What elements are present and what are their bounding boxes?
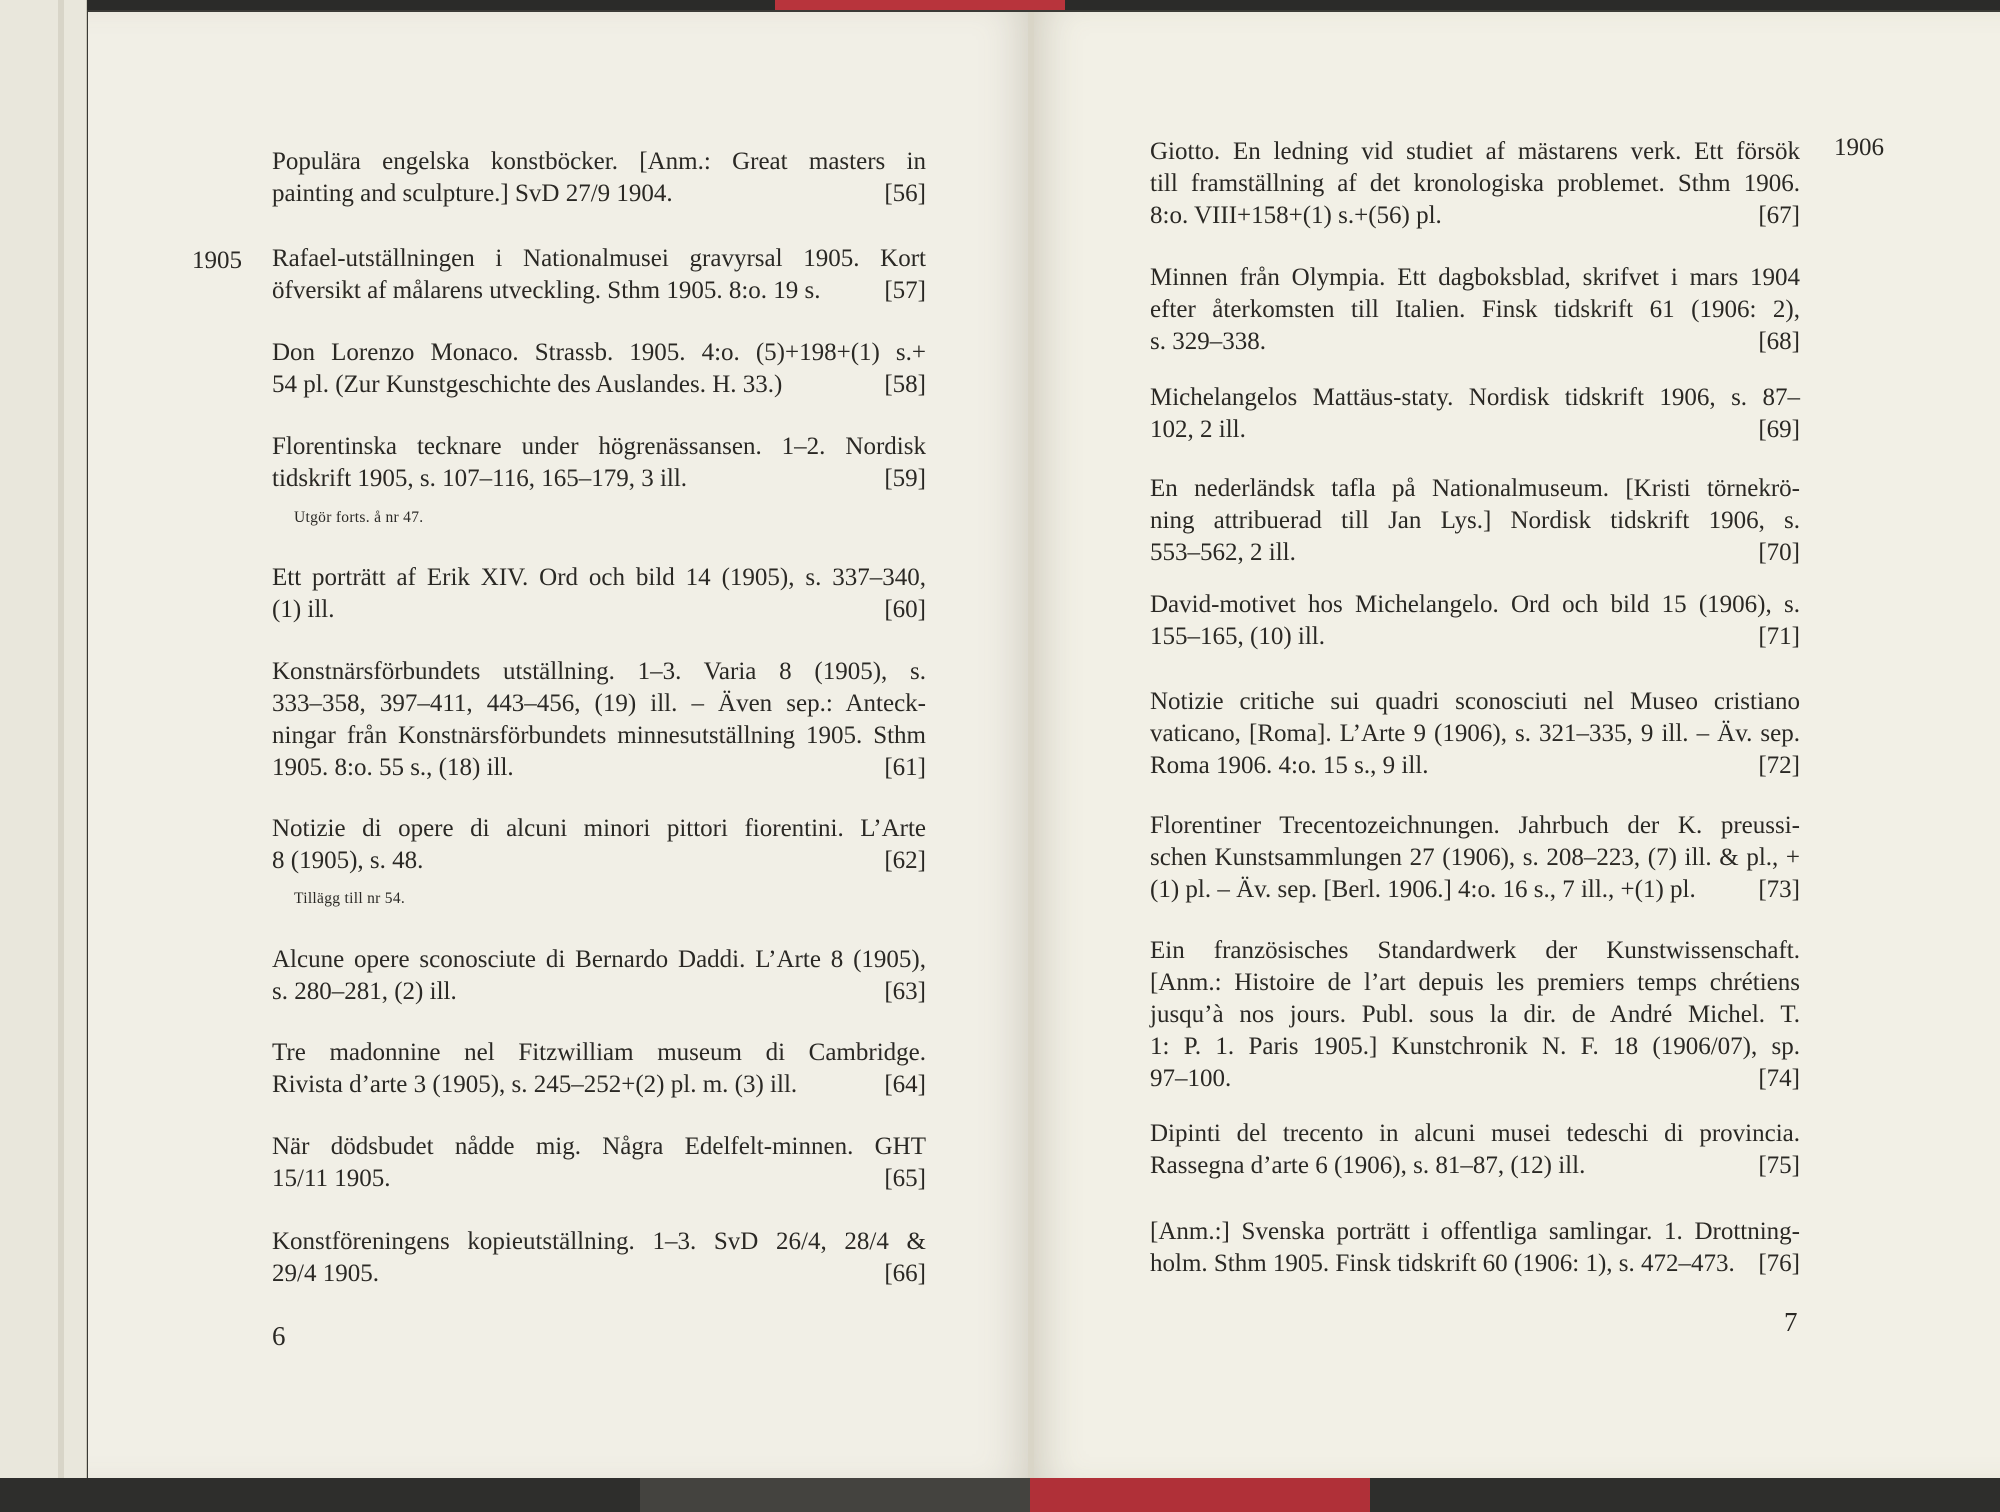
entry-number: [68] — [1758, 328, 1800, 355]
entry-line: När dödsbudet nådde mig. Några Edelfelt-minnen. GHT — [272, 1133, 926, 1160]
entry-line: schen Kunstsammlungen 27 (1906), s. 208–223, (7) ill. & pl., + — [1150, 844, 1800, 871]
entry-number: [72] — [1758, 752, 1800, 779]
entry-line: Populära engelska konstböcker. [Anm.: Great masters in — [272, 148, 926, 175]
entry-number: [65] — [884, 1165, 926, 1192]
bibliography-entry-57 — [272, 243, 926, 307]
entry-line: Florentiner Trecentozeichnungen. Jahrbuch der K. preussi- — [1150, 812, 1800, 839]
bibliography-entry-66 — [272, 1226, 926, 1290]
entry-line: Florentinska tecknare under högrenässansen. 1–2. Nordisk — [272, 433, 926, 460]
entry-number: [66] — [884, 1260, 926, 1287]
entry-line: Konstnärsförbundets utställning. 1–3. Varia 8 (1905), s. — [272, 658, 926, 685]
top-binding-red-strip — [775, 0, 1065, 10]
bibliography-entry-74 — [1150, 935, 1800, 1095]
entry-line: Don Lorenzo Monaco. Strassb. 1905. 4:o. (5)+198+(1) s.+ — [272, 339, 926, 366]
entry-note-59: Utgör forts. å nr 47. — [294, 509, 424, 526]
entry-citation: Roma 1906. 4:o. 15 s., 9 ill. — [1150, 752, 1429, 779]
entry-citation: 15/11 1905. — [272, 1165, 391, 1192]
entry-number: [75] — [1758, 1152, 1800, 1179]
entry-number: [63] — [884, 978, 926, 1005]
entry-citation: painting and sculpture.] SvD 27/9 1904. — [272, 180, 673, 207]
entry-citation: 8:o. VIII+158+(1) s.+(56) pl. — [1150, 202, 1442, 229]
bibliography-entry-73 — [1150, 810, 1800, 906]
entry-citation: (1) ill. — [272, 596, 335, 623]
entry-line: 333–358, 397–411, 443–456, (19) ill. – Även sep.: Anteck- — [272, 690, 926, 717]
bibliography-entry-69 — [1150, 382, 1800, 446]
entry-line: Ein französisches Standardwerk der Kunstwissenschaft. — [1150, 937, 1800, 964]
entry-note-62: Tillägg till nr 54. — [294, 890, 406, 907]
bibliography-entry-59 — [272, 431, 926, 495]
entry-line: Michelangelos Mattäus-staty. Nordisk tidskrift 1906, s. 87– — [1150, 384, 1800, 411]
entry-citation: 54 pl. (Zur Kunstgeschichte des Auslandes. H. 33.) — [272, 371, 783, 398]
bibliography-entry-63 — [272, 944, 926, 1008]
bibliography-entry-71 — [1150, 589, 1800, 653]
entry-line: En nederländsk tafla på Nationalmuseum. [Kristi törnekrö- — [1150, 475, 1800, 502]
entry-line: Minnen från Olympia. Ett dagboksblad, skrifvet i mars 1904 — [1150, 264, 1800, 291]
entry-citation: öfversikt af målarens utveckling. Sthm 1905. 8:o. 19 s. — [272, 277, 821, 304]
entry-line: Rafael-utställningen i Nationalmusei gravyrsal 1905. Kort — [272, 245, 926, 272]
bibliography-entry-72 — [1150, 686, 1800, 782]
entry-citation: 1905. 8:o. 55 s., (18) ill. — [272, 754, 514, 781]
bibliography-entry-75 — [1150, 1118, 1800, 1182]
endpaper — [0, 0, 87, 1512]
entry-line: Alcune opere sconosciute di Bernardo Daddi. L’Arte 8 (1905), — [272, 946, 926, 973]
bibliography-entry-76 — [1150, 1216, 1800, 1280]
entry-citation: s. 280–281, (2) ill. — [272, 978, 457, 1005]
bibliography-entry-64 — [272, 1037, 926, 1101]
entry-number: [70] — [1758, 539, 1800, 566]
entry-number: [62] — [884, 847, 926, 874]
entry-number: [64] — [884, 1071, 926, 1098]
entry-citation: tidskrift 1905, s. 107–116, 165–179, 3 ill. — [272, 465, 688, 492]
entry-line: vaticano, [Roma]. L’Arte 9 (1906), s. 321–335, 9 ill. – Äv. sep. — [1150, 720, 1800, 747]
entry-line: 1: P. 1. Paris 1905.] Kunstchronik N. F. 18 (1906/07), sp. — [1150, 1033, 1800, 1060]
entry-number: [61] — [884, 754, 926, 781]
page-number-left: 6 — [272, 1321, 286, 1351]
entry-citation: (1) pl. – Äv. sep. [Berl. 1906.] 4:o. 16 s., 7 ill., +(1) pl. — [1150, 876, 1696, 903]
entry-line: Tre madonnine nel Fitzwilliam museum di Cambridge. — [272, 1039, 926, 1066]
entry-number: [59] — [884, 465, 926, 492]
bibliography-entry-60 — [272, 562, 926, 626]
entry-number: [73] — [1758, 876, 1800, 903]
bibliography-entry-56 — [272, 146, 926, 210]
entry-citation: holm. Sthm 1905. Finsk tidskrift 60 (1906: 1), s. 472–473. — [1150, 1250, 1735, 1277]
bibliography-entry-68 — [1150, 262, 1800, 358]
entry-line: efter återkomsten till Italien. Finsk tidskrift 61 (1906: 2), — [1150, 296, 1800, 323]
entry-number: [71] — [1758, 623, 1800, 650]
page-number-right: 7 — [1784, 1307, 1798, 1337]
bibliography-entry-65 — [272, 1131, 926, 1195]
entry-line: till framställning af det kronologiska problemet. Sthm 1906. — [1150, 170, 1800, 197]
bottom-binding-grey-strip — [640, 1478, 1030, 1512]
entry-number: [60] — [884, 596, 926, 623]
entry-line: Konstföreningens kopieutställning. 1–3. SvD 26/4, 28/4 & — [272, 1228, 926, 1255]
entry-number: [74] — [1758, 1065, 1800, 1092]
bibliography-entry-61 — [272, 656, 926, 784]
entry-line: Notizie di opere di alcuni minori pittori fiorentini. L’Arte — [272, 815, 926, 842]
entry-citation: 155–165, (10) ill. — [1150, 623, 1325, 650]
entry-citation: s. 329–338. — [1150, 328, 1266, 355]
entry-citation: 97–100. — [1150, 1065, 1232, 1092]
entry-line: [Anm.:] Svenska porträtt i offentliga samlingar. 1. Drottning- — [1150, 1218, 1800, 1245]
entry-line: [Anm.: Histoire de l’art depuis les premiers temps chrétiens — [1150, 969, 1800, 996]
entry-line: Ett porträtt af Erik XIV. Ord och bild 14 (1905), s. 337–340, — [272, 564, 926, 591]
year-marker-1906: 1906 — [1834, 134, 1884, 161]
entry-citation: 29/4 1905. — [272, 1260, 379, 1287]
entry-citation: 8 (1905), s. 48. — [272, 847, 424, 874]
entry-citation: Rassegna d’arte 6 (1906), s. 81–87, (12) ill. — [1150, 1152, 1586, 1179]
bibliography-entry-67 — [1150, 136, 1800, 232]
entry-line: ningar från Konstnärsförbundets minnesutställning 1905. Sthm — [272, 722, 926, 749]
entry-line: ning attribuerad till Jan Lys.] Nordisk tidskrift 1906, s. — [1150, 507, 1800, 534]
bibliography-entry-70 — [1150, 473, 1800, 569]
entry-citation: Rivista d’arte 3 (1905), s. 245–252+(2) pl. m. (3) ill. — [272, 1071, 798, 1098]
entry-line: Notizie critiche sui quadri sconosciuti nel Museo cristiano — [1150, 688, 1800, 715]
entry-line: Dipinti del trecento in alcuni musei tedeschi di provincia. — [1150, 1120, 1800, 1147]
entry-number: [57] — [884, 277, 926, 304]
bibliography-entry-58 — [272, 337, 926, 401]
entry-number: [69] — [1758, 416, 1800, 443]
entry-citation: 102, 2 ill. — [1150, 416, 1246, 443]
bibliography-entry-62 — [272, 813, 926, 877]
entry-line: Giotto. En ledning vid studiet af mästarens verk. Ett försök — [1150, 138, 1800, 165]
bottom-binding-red-strip — [1030, 1478, 1370, 1512]
entry-number: [58] — [884, 371, 926, 398]
entry-number: [67] — [1758, 202, 1800, 229]
entry-line: jusqu’à nos jours. Publ. sous la dir. de André Michel. T. — [1150, 1001, 1800, 1028]
year-marker-1905: 1905 — [192, 247, 242, 274]
entry-number: [56] — [884, 180, 926, 207]
entry-number: [76] — [1758, 1250, 1800, 1277]
entry-citation: 553–562, 2 ill. — [1150, 539, 1296, 566]
book-gutter — [1028, 12, 1034, 1478]
entry-line: David-motivet hos Michelangelo. Ord och bild 15 (1906), s. — [1150, 591, 1800, 618]
